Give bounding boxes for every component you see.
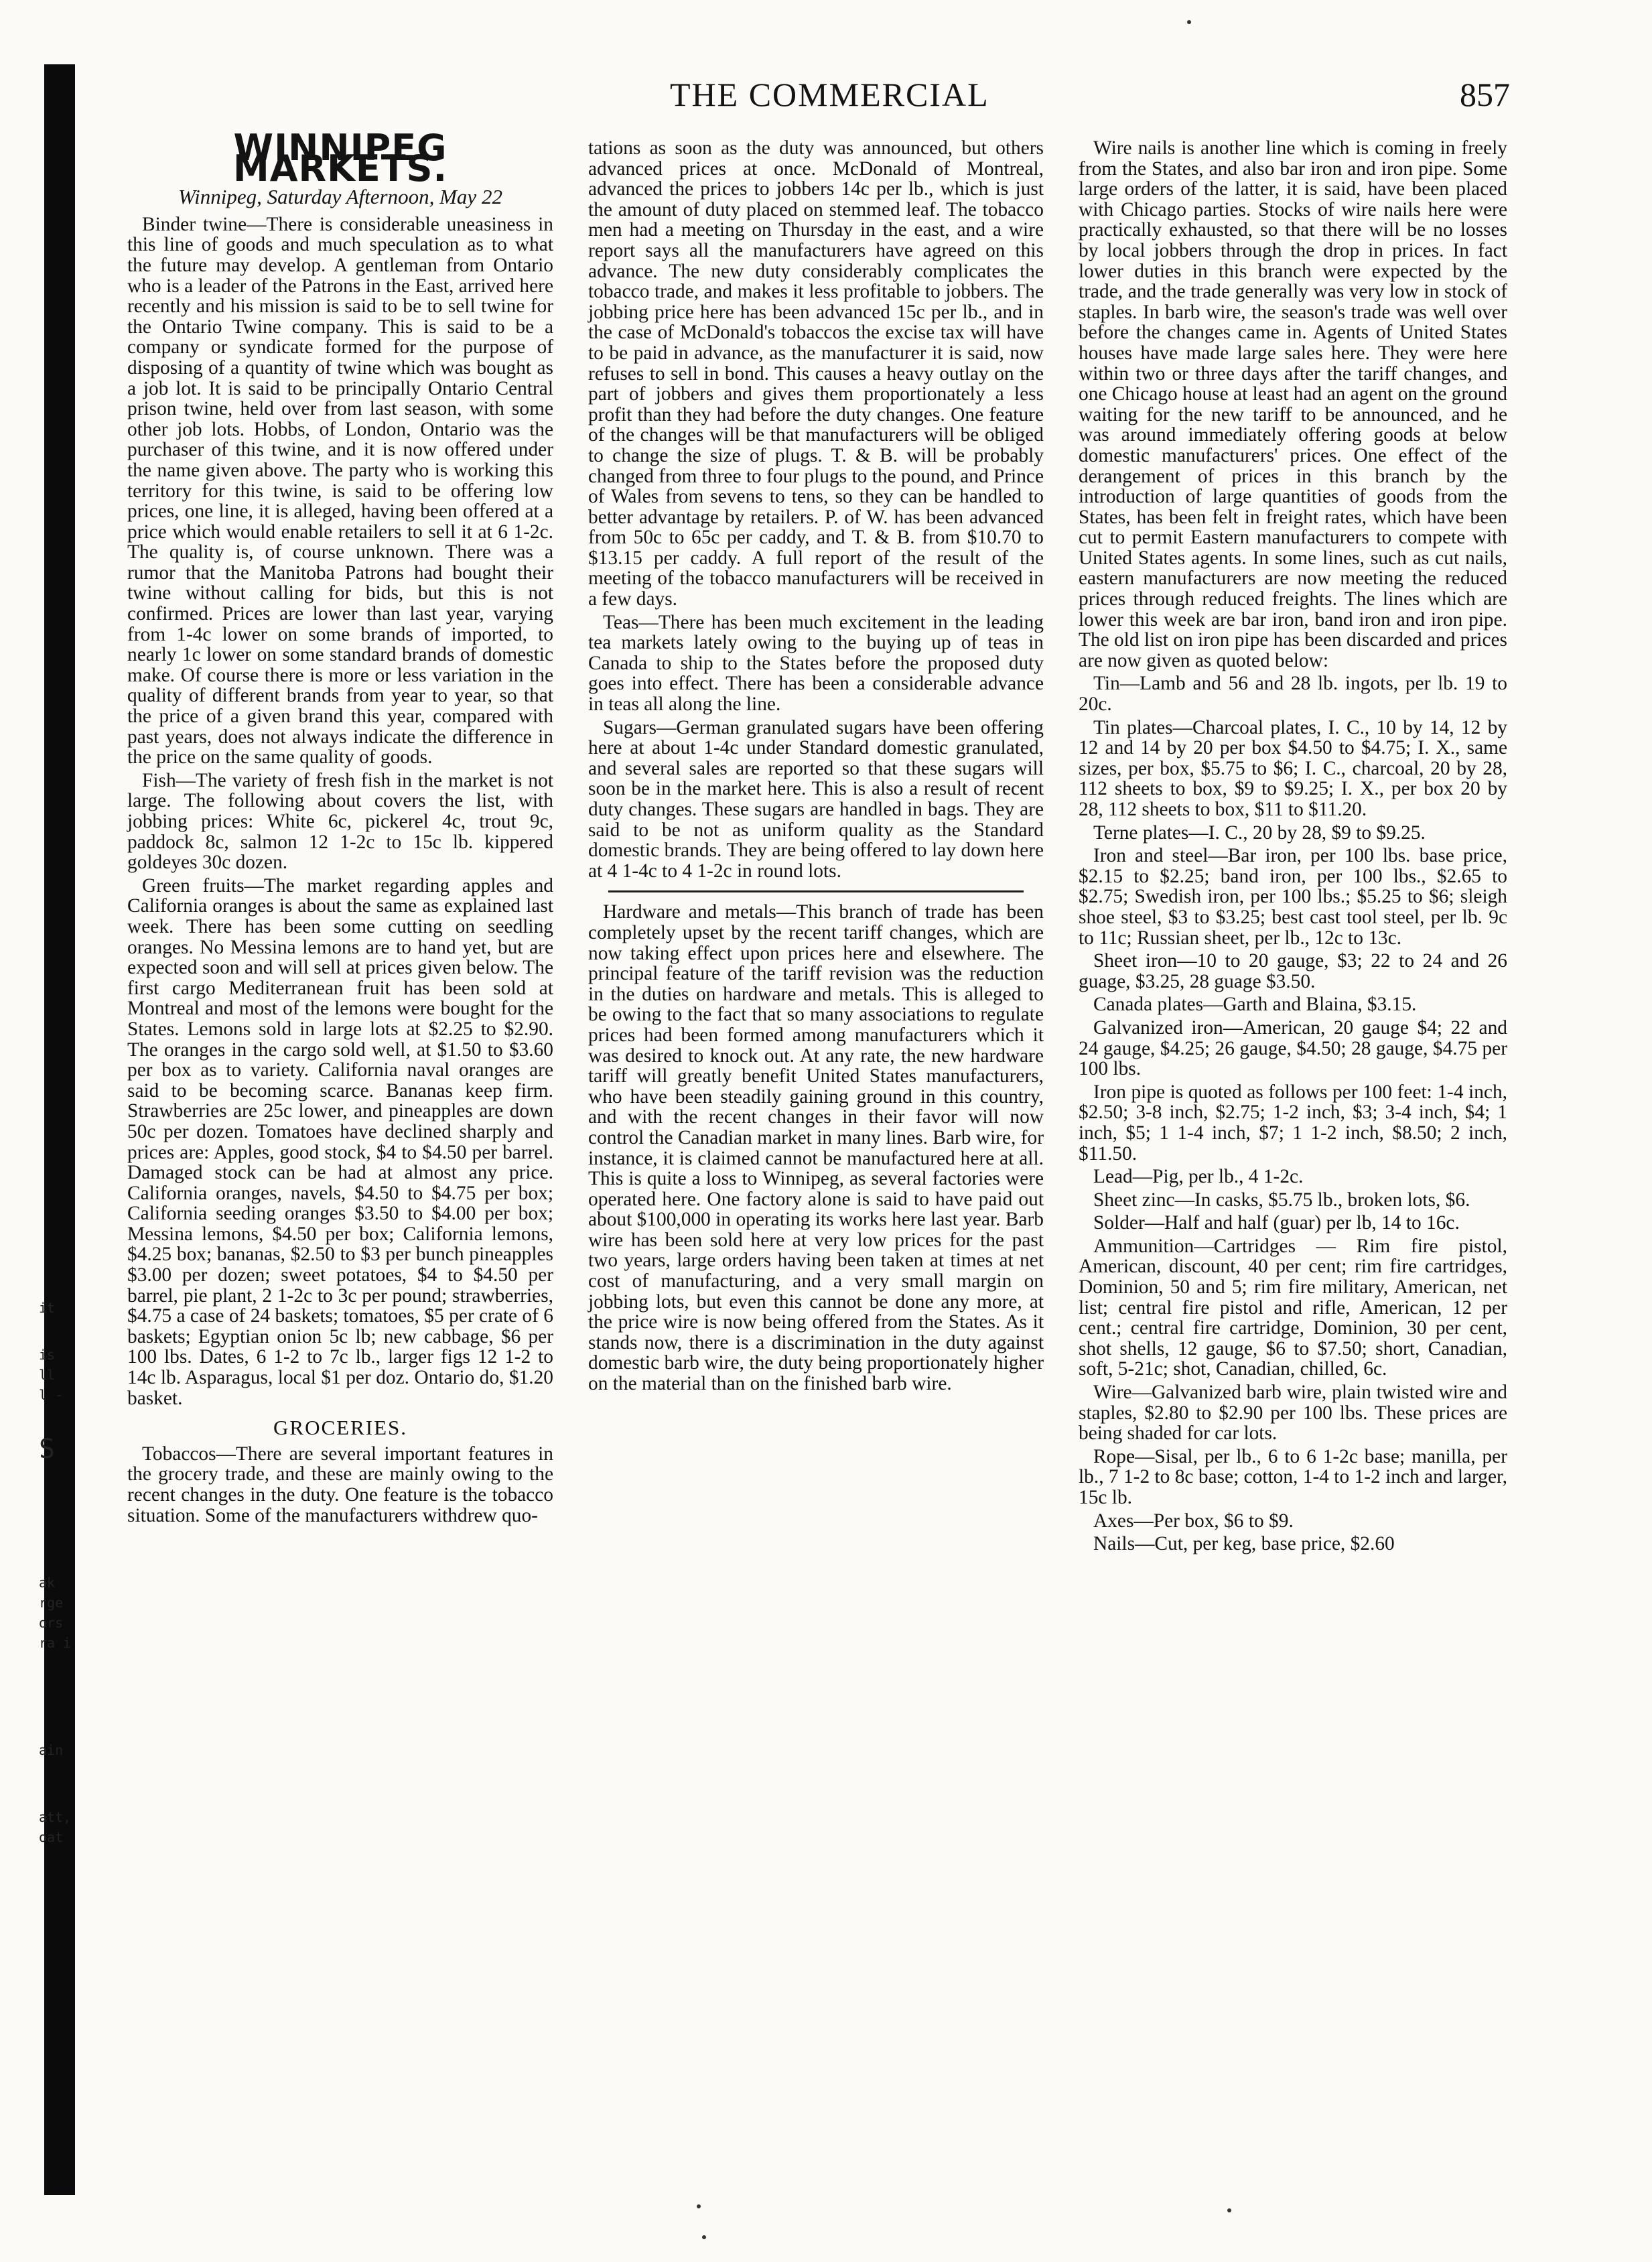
article-paragraph: Binder twine—There is considerable uneasiness in this line of goods and much speculation as to what the future may develop. A gentleman from Ontario who is a leader of the Patrons in the East, arrived here recently and his mission is said to be to sell twine for the Ontario Twine company. This is said to be a company or syndicate formed for the purpose of disposing of a quantity of twine which was bought as a job lot. It is said to be principally Ontario Central prison twine, held over from last season, with some other job lots. Hobbs, of London, Ontario was the purchaser of this twine, and it is now offered under the name given above. The party who is working this territory for this twine, is said to be offering low prices, one line, it is alleged, having been offered at a price which would enable retailers to sell it at 6 1-2c. The quality is, of course unknown. There was a rumor that the Manitoba Patrons had bought their twine without calling for bids, but this is not confirmed. Prices are lower than last year, varying from 1-4c lower on some brands of imported, to nearly 1c lower on some standard brands of domestic make. Of course there is more or less variation in the quality of different brands from year to year, so that the price of a given brand this year, compared with past years, does not always indicate the difference in the price on the same quality of goods. — [127, 213, 553, 769]
margin-fragment: it — [39, 1300, 56, 1316]
price-paragraph: Solder—Half and half (guar) per lb, 14 to 16c. — [1093, 1212, 1460, 1234]
column-1 — [127, 127, 553, 1528]
margin-fragment: l - — [39, 1387, 64, 1403]
page-title: THE COMMERCIAL — [670, 76, 989, 113]
dateline: Winnipeg, Saturday Afternoon, May 22 — [178, 185, 502, 209]
margin-fragment: rge — [39, 1595, 64, 1611]
article-paragraph: Teas—There has been much excitement in the leading tea markets lately owing to the buying up of teas in Canada to ship to the States before the proposed duty goes into effect. There has been a considerable advance in teas all along the line. — [588, 611, 1044, 716]
price-paragraph: Nails—Cut, per keg, base price, $2.60 — [1093, 1533, 1395, 1555]
margin-fragment: is — [39, 1347, 56, 1363]
column-2 — [588, 138, 1044, 1397]
margin-fragment: ll — [39, 1367, 56, 1383]
print-speck — [1187, 20, 1191, 24]
article-paragraph: Tobaccos—There are several important features in the grocery trade, and these are mainly owing to the recent changes in the duty. One feature is the tobacco situation. Some of the manufacturers withdrew quo- — [127, 1443, 553, 1526]
margin-fragment: ors — [39, 1615, 64, 1631]
article-paragraph: Fish—The variety of fresh fish in the market is not large. The following about covers the list, with jobbing prices: White 6c, pickerel 4c, trout 9c, paddock 8c, salmon 12 1-2c to 15c lb. kippered goldeyes 30c dozen. — [127, 769, 553, 874]
section-subhead: GROCERIES. — [273, 1416, 407, 1440]
article-paragraph: Green fruits—The market regarding apples and California oranges is about the same as explained last week. There has been some cutting on seedling oranges. No Messina lemons are to hand yet, but are expected soon and will sell at prices given below. The first cargo Mediterranean fruit has been sold at Montreal and most of the lemons were bought for the States. Lemons sold in large lots at $2.25 to $2.90. The oranges in the cargo sold well, at $1.50 to $3.60 per box as to variety. California naval oranges are said to be becoming scarce. Bananas keep firm. Strawberries are 25c lower, and pineapples are down 50c per dozen. Tomatoes have declined sharply and prices are: Apples, good stock, $4 to $4.50 per barrel. Damaged stock can be had at almost any price. California oranges, navels, $4.50 to $4.75 per box; California seeding oranges $3.50 to $4.00 per box; Messina lemons, $4.50 per box; California lemons, $4.25 box; bananas, $2.50 to $3 per bunch pineapples $3.00 per dozen; sweet potatoes, $4 to $4.50 per barrel, pie plant, 2 1-2c to 3c per pound; strawberries, $4.75 a case of 24 baskets; tomatoes, $5 per crate of 6 baskets; Egyptian onion 5c lb; new cabbage, $6 per 100 lbs. Dates, 6 1-2 to 7c lb., larger figs 12 1-2 to 14c lb. Asparagus, local $1 per doz. Ontario do, $1.20 basket. — [127, 874, 553, 1409]
page-number: 857 — [1460, 76, 1510, 113]
print-speck — [697, 2204, 701, 2208]
margin-fragment: oat — [39, 1829, 64, 1845]
price-paragraph: Ammunition—Cartridges — Rim fire pistol, American, discount, 40 per cent; rim fire cartridges, Dominion, 50 and 5; rim fire military, American, net list; central fire pistol and rifle, American, 12 per cent.; central fire cartridge, Dominion, 30 per cent, shot shells, 12 gauge, $6 to $7.50; short, Canadian, soft, 5-21c; shot, Canadian, chilled, 6c. — [1079, 1235, 1507, 1380]
price-paragraph: Wire—Galvanized barb wire, plain twisted wire and staples, $2.80 to $2.90 per 100 lbs. These prices are being shaded for car lots. — [1079, 1382, 1507, 1445]
price-paragraph: Sheet zinc—In casks, $5.75 lb., broken lots, $6. — [1093, 1189, 1470, 1211]
price-paragraph: Tin—Lamb and 56 and 28 lb. ingots, per lb. 19 to 20c. — [1079, 673, 1507, 716]
margin-fragment: ak — [39, 1575, 56, 1591]
price-paragraph: Iron pipe is quoted as follows per 100 feet: 1-4 inch, $2.50; 3-8 inch, $2.75; 1-2 inch, $3; 3-4 inch, $4; 1 inch, $5; 1 1-4 inch, $7; 1 1-2 inch, $8.50; 2 inch, $11.50. — [1079, 1081, 1507, 1165]
article-paragraph: Hardware and metals—This branch of trade has been completely upset by the recent tariff changes, which are now taking effect upon prices here and elsewhere. The principal feature of the tariff revision was the reduction in the duties on hardware and metals. This is alleged to be owing to the fact that so many associations to regulate prices had been formed among manufacturers which it was desired to knock out. At any rate, the new hardware tariff will greatly benefit United States manufacturers, who have been steadily gaining ground in this country, and with the recent changes in their favor will now control the Canadian market in many lines. Barb wire, for instance, it is claimed cannot be manufactured here at all. This is quite a loss to Winnipeg, as several factories were operated here. One factory alone is said to have paid out about $100,000 in operating its works here last year. Barb wire has been sold here at very low prices for the past two years, large orders having been taken at times at net cost of manufacturing, and a very small margin on jobbing lots, but even this cannot be done any more, at the price wire is now being offered from the States. As it stands now, there is a discrimination in the duty against domestic barb wire, the duty being proportionately higher on the material than on the finished barb wire. — [588, 901, 1044, 1395]
price-paragraph: Rope—Sisal, per lb., 6 to 6 1-2c base; manilla, per lb., 7 1-2 to 8c base; cotton, 1-4 to 1-2 inch and larger, 15c lb. — [1079, 1445, 1507, 1508]
price-paragraph: Lead—Pig, per lb., 4 1-2c. — [1093, 1166, 1304, 1188]
section-divider — [608, 890, 1024, 892]
column-3 — [1079, 138, 1507, 1557]
price-paragraph: Iron and steel—Bar iron, per 100 lbs. base price, $2.15 to $2.25; band iron, per 100 lbs., $2.65 to $2.75; Swedish iron, per 100 lbs.; $5.25 to $6; sleigh shoe steel, $3 to $3.25; best cast tool steel, per lb. 9c to 11c; Russian sheet, per lb., 12c to 13c. — [1079, 845, 1507, 949]
binding-edge — [44, 64, 75, 2195]
price-paragraph: Tin plates—Charcoal plates, I. C., 10 by 14, 12 by 12 and 14 by 20 per box $4.50 to $4.75; I. X., same sizes, per box, $5.75 to $6; I. C., charcoal, 20 by 28, 112 sheets to box, $9 to $9.25; I. X., per box 20 by 28, 112 sheets to box, $11 to $11.20. — [1079, 716, 1507, 820]
price-paragraph: Axes—Per box, $6 to $9. — [1093, 1510, 1294, 1532]
article-paragraph: Wire nails is another line which is coming in freely from the States, and also bar iron and iron pipe. Some large orders of the latter, it is said, have been placed with Chicago parties. Stocks of wire nails here were practically exhausted, so that there will be no losses by local jobbers through the drop in prices. In fact lower duties in this branch were expected by the trade, and the trade generally was very low in stock of staples. In barb wire, the season's trade was well over before the changes came in. Agents of United States houses have made large sales here. They were here within two or three days after the tariff changes, and one Chicago house at least had an agent on the ground waiting for the new tariff to be announced, and he was around immediately offering goods at below domestic manufacturers' prices. One effect of the derangement of prices in this branch by the introduction of large quantities of goods from the States, has been felt in freight rates, which have been cut to permit Eastern manufacturers to compete with United States agents. In some lines, such as cut nails, eastern manufacturers are now meeting the reduced prices through reduced freights. The lines which are lower this week are bar iron, band iron and iron pipe. The old list on iron pipe has been discarded and prices are now given as quoted below: — [1079, 137, 1507, 671]
margin-fragment: ra i — [39, 1635, 72, 1651]
print-speck — [702, 2235, 706, 2239]
price-paragraph: Sheet iron—10 to 20 gauge, $3; 22 to 24 and 26 guage, $3.25, 28 guage $3.50. — [1079, 950, 1507, 992]
price-paragraph: Galvanized iron—American, 20 gauge $4; 22 and 24 gauge, $4.25; 26 gauge, $4.50; 28 gauge, $4.75 per 100 lbs. — [1079, 1016, 1507, 1080]
margin-fragment: ain — [39, 1742, 64, 1758]
price-paragraph: Terne plates—I. C., 20 by 28, $9 to $9.25. — [1093, 821, 1426, 844]
price-paragraph: Canada plates—Garth and Blaina, $3.15. — [1093, 994, 1417, 1016]
article-paragraph: tations as soon as the duty was announced, but others advanced prices at once. McDonald of Montreal, advanced the prices to jobbers 14c per lb., which is just the amount of duty placed on stemmed leaf. The tobacco men had a meeting on Thursday in the east, and a wire report says all the manufacturers have agreed on this advance. The new duty considerably complicates the tobacco trade, and makes it less profitable to jobbers. The jobbing price here has been advanced 15c per lb., and in the case of McDonald's tobaccos the excise tax will have to be paid in advance, as the manufacturer it is said, now refuses to sell in bond. This causes a heavy outlay on the part of jobbers and gives them proportionately a less profit than they had before the duty changes. One feature of the changes will be that manufacturers will be obliged to change the size of plugs. T. & B. will be probably changed from three to four plugs to the pound, and Prince of Wales from sevens to tens, so they can be handled to better advantage by retailers. P. of W. has been advanced from 50c to 65c per caddy, and T. & B. from $10.70 to $13.15 per caddy. A full report of the result of the meeting of the tobacco manufacturers will be received in a few days. — [588, 137, 1044, 610]
section-masthead: WINNIPEG MARKETS. — [232, 127, 448, 190]
print-speck — [1227, 2208, 1231, 2212]
margin-fragment: att, — [39, 1809, 72, 1825]
article-paragraph: Sugars—German granulated sugars have been offering here at about 1-4c under Standard domestic granulated, and several sales are reported so that these sugars will soon be in the market here. This is also a result of recent duty changes. These sugars are handled in bags. They are said to be not as uniform quality as the Standard domestic brands. They are being offered to lay down here at 4 1-4c to 4 1-2c in round lots. — [588, 716, 1044, 882]
margin-fragment: S — [39, 1434, 56, 1465]
